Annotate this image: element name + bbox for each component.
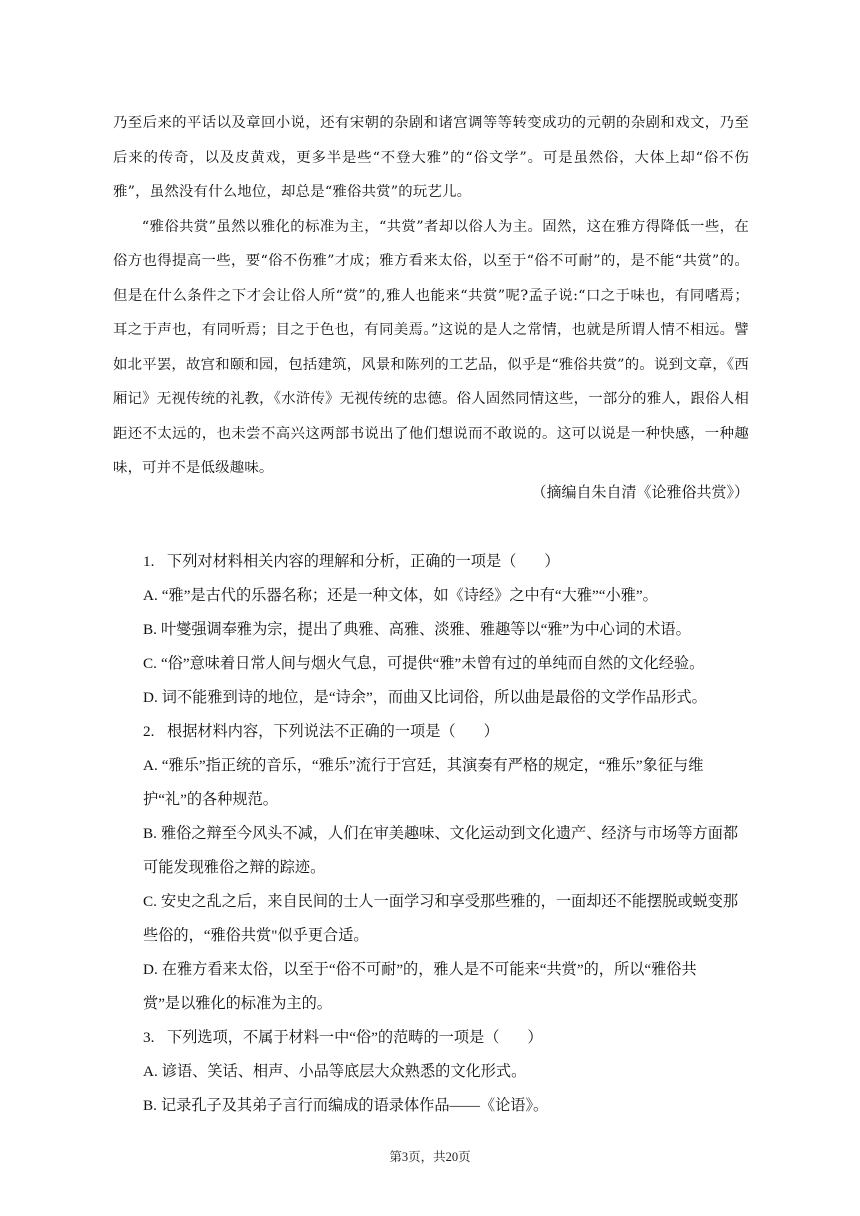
- question-text: 下列选项，不属于材料一中“俗”的范畴的一项是（: [167, 1029, 500, 1046]
- option-letter: C.: [143, 655, 157, 672]
- option-text: “俗”意味着日常人间与烟火气息，可提供“雅”未曾有过的单纯而自然的文化经验。: [160, 655, 705, 672]
- option-d[interactable]: [143, 953, 753, 1021]
- passage-line: 不敢说的。这可以说是一种快感，一种趣味，可并不是低级趣味。: [113, 425, 749, 476]
- option-text: “雅”是古代的乐器名称；还是一种文体，如《诗经》之中有“大雅”“小雅”。: [161, 587, 658, 604]
- question-3: [143, 1021, 753, 1123]
- option-continuation: 些俗的，“雅俗共赏"似乎更合适。: [143, 927, 369, 944]
- question-2: [143, 715, 753, 1021]
- option-text: 词不能雅到诗的地位，是“诗余”，而曲又比词俗，所以曲是最俗的文学作品形式。: [161, 689, 707, 706]
- question-text: 下列对材料相关内容的理解和分析，正确的一项是（: [167, 553, 517, 570]
- option-line: [143, 817, 753, 851]
- passage-source: （摘编自朱自清《论雅俗共赏》）: [531, 485, 749, 501]
- option-letter: A.: [143, 1063, 158, 1080]
- option-b[interactable]: [143, 817, 753, 885]
- passage-line: “雅俗共赏”虽然以雅化的标准为主，“共赏”者却以俗人为主。固然，这在雅方得降低一: [141, 218, 705, 235]
- passage-line: “雅俗共赏”的。说到文章，《西厢记》无视传统的礼教，《水浒传》无视传统的忠德。俗人固: [113, 356, 749, 407]
- passage-line: 乃至后来的平话以及章回小说，还有宋朝的杂剧和诸宫调等等转变成功的元朝的杂剧和戏文，乃: [113, 115, 735, 131]
- passage-line: 些，在俗方也得提高一些，要“俗不伤雅”才成；雅方看来太俗，以至于“俗不可耐”的，是不: [113, 218, 749, 269]
- option-c[interactable]: [143, 885, 753, 953]
- passage-line: 之于味也，有同嗜焉；耳之于声也，有同听焉；目之于色也，有同美焉。”这说的是人之常情，: [113, 287, 749, 338]
- option-continuation: 赏”是以雅化的标准为主的。: [143, 995, 332, 1012]
- passage-paragraph-2: [113, 210, 749, 486]
- question-number: 2.: [143, 723, 155, 740]
- option-letter: B.: [143, 825, 157, 842]
- passage-line: 也就是所谓人情不相远。譬如北平罢，故宫和颐和园，包括建筑，风景和陈列的工艺品，似乎是: [113, 322, 749, 373]
- option-continuation: 可能发现雅俗之辩的踪迹。: [143, 859, 326, 876]
- option-text: 安史之乱之后，来自民间的士人一面学习和享受那些雅的，一面却还不能摆脱或蜕变那: [160, 893, 739, 910]
- question-stem: [143, 1021, 753, 1055]
- question-text: 根据材料内容，下列说法不正确的一项是（: [167, 723, 456, 740]
- option-text: 记录孔子及其弟子言行而编成的语录体作品——《论语》。: [160, 1097, 549, 1114]
- option-letter: D.: [143, 689, 158, 706]
- question-stem-end: ）: [483, 723, 499, 740]
- question-number: 1.: [143, 553, 155, 570]
- reading-passage: [113, 106, 749, 486]
- question-list: [143, 545, 753, 1123]
- option-text: 在雅方看来太俗，以至于“俗不可耐”的，雅人是不可能来“共赏”的，所以“雅俗共: [161, 961, 697, 978]
- passage-line: 不伤雅”，虽然没有什么地位，却总是“雅俗共赏”的玩艺儿。: [113, 149, 750, 200]
- option-text: 叶燮强调奉雅为宗，提出了典雅、高雅、淡雅、雅趣等以“雅”为中心词的术语。: [160, 621, 691, 638]
- question-number: 3.: [143, 1029, 155, 1046]
- option-text: “雅乐”指正统的音乐，“雅乐”流行于宫廷，其演奏有严格的规定，“雅乐”象征与维: [161, 757, 704, 774]
- passage-paragraph-1: [113, 106, 749, 210]
- option-letter: B.: [143, 1097, 157, 1114]
- option-letter: C.: [143, 893, 157, 910]
- option-a[interactable]: [143, 1055, 753, 1089]
- option-letter: A.: [143, 587, 158, 604]
- passage-line: 能“共赏”的。但是在什么条件之下才会让俗人所“赏”的,雅人也能来“共赏”呢?孟子说:“口: [113, 253, 749, 304]
- question-1: [143, 545, 753, 715]
- question-stem: [143, 715, 753, 749]
- option-b[interactable]: [143, 1089, 753, 1123]
- question-stem-end: ）: [527, 1029, 543, 1046]
- option-b[interactable]: [143, 613, 753, 647]
- option-letter: D.: [143, 961, 158, 978]
- option-a[interactable]: [143, 579, 753, 613]
- option-d[interactable]: [143, 681, 753, 715]
- passage-line: 至后来的传奇，以及皮黄戏，更多半是些“不登大雅”的“俗文学”。可是虽然俗，大体上却“俗: [113, 115, 749, 166]
- option-text: 谚语、笑话、相声、小品等底层大众熟悉的文化形式。: [161, 1063, 527, 1080]
- option-line: [143, 953, 753, 987]
- passage-line: 然同情这些，一部分的雅人，跟俗人相距还不太远的，也未尝不高兴这两部书说出了他们想说而: [113, 391, 750, 442]
- option-c[interactable]: [143, 647, 753, 681]
- option-letter: B.: [143, 621, 157, 638]
- question-stem-end: ）: [544, 553, 560, 570]
- option-a[interactable]: [143, 749, 753, 817]
- option-letter: A.: [143, 757, 158, 774]
- option-line: [143, 885, 753, 919]
- option-text: 雅俗之辩至今风头不减，人们在审美趣味、文化运动到文化遗产、经济与市场等方面都: [160, 825, 739, 842]
- option-continuation: 护“礼”的各种规范。: [143, 791, 278, 808]
- question-stem: [143, 545, 753, 579]
- option-line: [143, 749, 753, 783]
- page-footer: 第3页，共20页: [389, 1150, 471, 1164]
